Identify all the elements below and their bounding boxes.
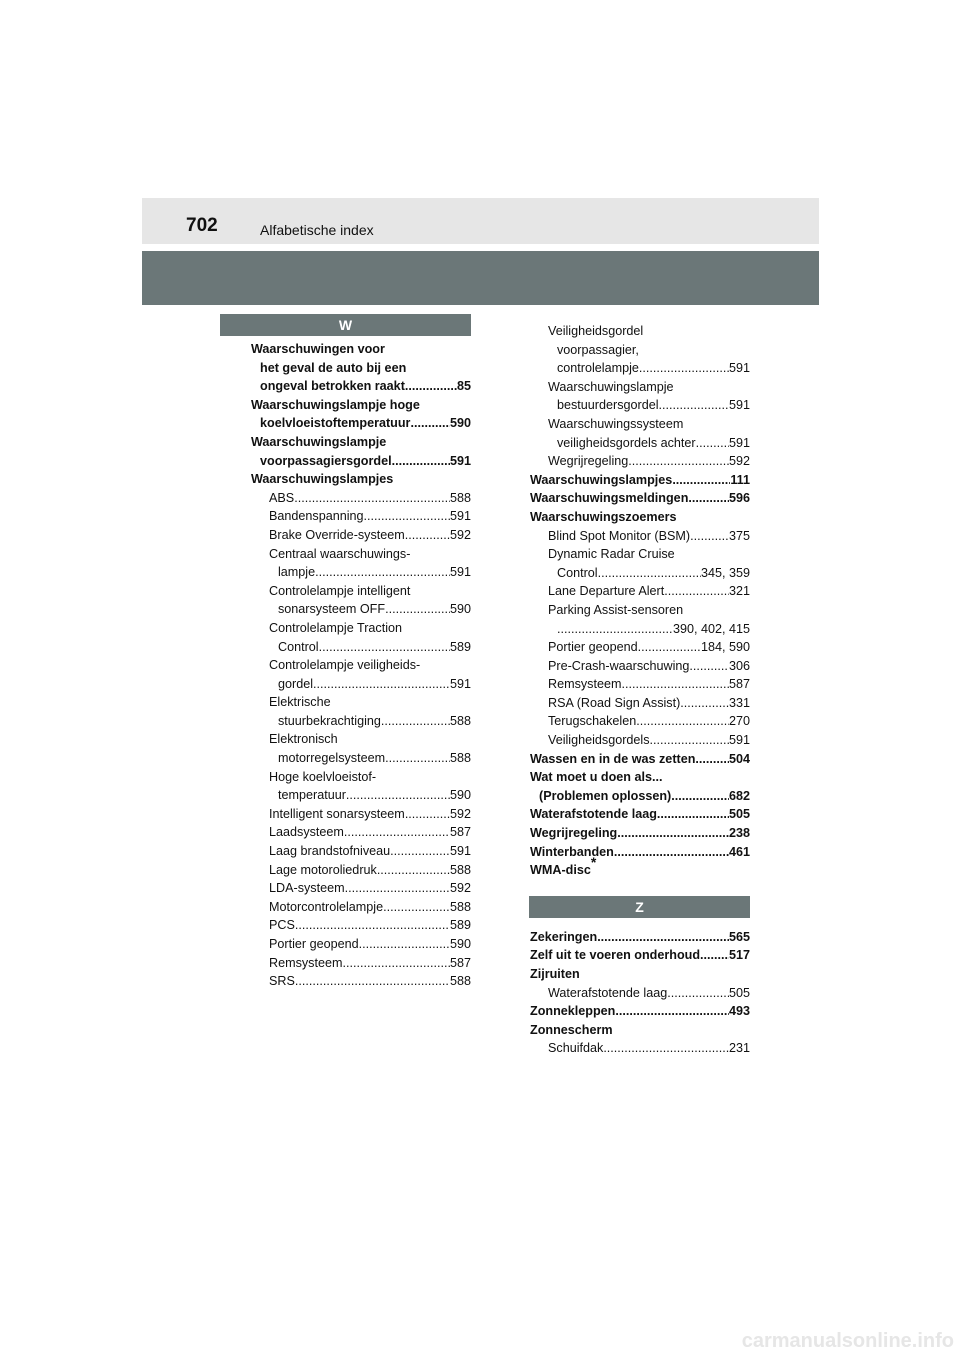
index-entry [251,693,471,730]
index-entry-term: Laag brandstofniveau [269,844,391,859]
index-entry-line [269,507,471,526]
page-reference: 504 [728,751,750,766]
index-entry-line [548,527,750,546]
page-reference: 591 [728,398,750,413]
index-entry-term: veiligheidsgordels achter [557,435,696,450]
index-entry-line [251,452,471,471]
index-entry-line [269,712,471,731]
header-dark-band [142,251,819,305]
dot-leader [671,787,729,806]
index-entry-term: Lage motoroliedruk [269,862,377,877]
index-entry-line: Waarschuwingszoemers [530,509,677,524]
index-entry [530,452,750,471]
index-entry [251,507,471,526]
index-entry-line [548,582,750,601]
page-reference: 588 [449,490,471,505]
index-entry-term: (Problemen oplossen) [539,788,672,803]
page-reference: 591 [449,509,471,524]
index-entry [251,730,471,767]
page-reference: 238 [728,826,750,841]
index-entry [530,582,750,601]
index-entry-line: Zonnescherm [530,1022,613,1037]
index-entry-line [269,675,471,694]
index-entry-term: Waarschuwingsmeldingen [530,491,689,506]
index-entry-line: Elektronisch [269,732,338,747]
index-entry-line [530,787,750,806]
index-entry-term: LDA-systeem [269,881,345,896]
dot-leader [346,786,450,805]
dot-leader [680,694,729,713]
index-entry-line: Parking Assist-sensoren [548,602,684,617]
index-entry-term: PCS [269,918,295,933]
index-entry-line: Zijruiten [530,967,580,981]
index-entry [530,1021,750,1040]
index-entry-line [530,824,750,843]
index-entry [530,471,750,490]
dot-leader [294,489,450,508]
index-entry [530,415,750,452]
index-entry [251,489,471,508]
dot-leader [621,675,729,694]
dot-leader [638,638,701,657]
index-entry [530,378,750,415]
index-list-w-continued [530,322,750,861]
index-entry-line [548,452,750,471]
dot-leader [603,1039,729,1058]
index-entry-line [548,396,750,415]
index-entry-term: ongeval betrokken raakt [260,379,405,394]
index-entry-term: Blind Spot Monitor (BSM) [548,528,691,543]
index-entry-term: Schuifdak [548,1041,604,1056]
index-entry [530,1039,750,1058]
page-reference: 321 [728,584,750,599]
index-entry-line: Waarschuwingslampje hoge [251,397,420,412]
dot-leader [405,526,450,545]
index-entry-term: Lane Departure Alert [548,584,665,599]
index-entry-term: Portier geopend [269,937,359,951]
index-entry-term: Zonnekleppen [530,1004,616,1019]
dot-leader [295,916,450,935]
index-entry-line: het geval de auto bij een [260,360,407,375]
dot-leader [344,823,450,842]
index-entry [251,898,471,917]
index-entry-line: Hoge koelvloeistof- [269,769,377,784]
index-entry [251,879,471,898]
page-reference: 591 [449,844,471,859]
page-reference: 590 [449,788,471,803]
index-entry [251,842,471,861]
index-list-w [251,340,471,991]
index-entry-term: SRS [269,974,295,989]
index-entry-term: Laadsysteem [269,825,344,840]
index-entry-line [269,489,471,508]
index-entry-line [548,675,750,694]
index-entry-line: Waarschuwingssysteem [548,416,684,431]
page-reference: 111 [730,472,750,487]
index-entry [530,750,750,769]
index-entry-line [548,1039,750,1058]
index-entry [530,843,750,862]
index-entry-term: ABS [269,490,295,505]
index-entry-term: RSA (Road Sign Assist) [548,695,681,710]
page-reference: 590 [449,937,471,951]
page-reference: 592 [449,527,471,542]
dot-leader [598,564,701,583]
dot-leader [410,414,450,433]
index-entry-term: Remsysteem [548,677,622,692]
index-entry-line: voorpassagier, [557,342,639,357]
index-entry [251,656,471,693]
index-entry [530,768,750,805]
page-reference: 591 [449,453,471,468]
index-entry-wma-disc [530,854,750,880]
index-entry-term: Intelligent sonarsysteem [269,806,405,821]
index-entry-line: Waarschuwingslampje [251,434,387,449]
index-entry [251,768,471,805]
dot-leader [597,928,729,947]
index-entry-term: Pre-Crash-waarschuwing [548,658,690,673]
index-entry [251,340,471,396]
page-reference: 682 [728,788,750,803]
index-entry-term: Bandenspanning [269,509,364,524]
dot-leader [617,824,729,843]
dot-leader [657,805,729,824]
index-entry [530,675,750,694]
page-reference: 590 [449,602,471,617]
index-entry [530,527,750,546]
index-entry-line [269,879,471,898]
index-entry [530,928,750,947]
index-entry [530,1002,750,1021]
dot-leader [364,507,450,526]
page-reference: 591 [728,733,750,748]
index-entry [251,619,471,656]
index-entry-term: motorregelsysteem [278,751,386,766]
page-reference: 390, 402, 415 [672,621,750,636]
page-reference: 589 [449,639,471,654]
index-entry-line [269,935,471,954]
index-entry-line [530,843,750,862]
page-reference: 375 [728,528,750,543]
dot-leader [345,879,450,898]
index-entry [530,965,750,984]
page-reference: 505 [728,807,750,822]
index-entry [530,545,750,582]
index-entry-term: Motorcontrolelampje [269,899,384,914]
page-reference: 596 [728,491,750,506]
dot-leader [295,972,450,991]
index-entry-line: Waarschuwingslampjes [251,472,394,487]
dot-leader [614,843,729,862]
dot-leader [385,600,450,619]
dot-leader [659,396,729,415]
page-reference: 588 [449,751,471,766]
index-entry [530,638,750,657]
index-entry-line [269,916,471,935]
dot-leader [405,805,450,824]
index-entry [530,824,750,843]
index-entry [530,731,750,750]
watermark-text: carmanualsonline.info [741,1330,954,1352]
index-entry-line [269,563,471,582]
index-entry [251,954,471,973]
page-reference: 565 [728,929,750,944]
index-entry-term: temperatuur [278,788,346,803]
page-reference: 590 [449,416,471,431]
index-entry-term: Terugschakelen [548,714,637,729]
index-entry [530,805,750,824]
index-entry-term: Brake Override-systeem [269,527,405,542]
page-reference: 588 [449,974,471,989]
dot-leader [342,954,450,973]
page-reference: 493 [728,1004,750,1019]
header-band [142,198,819,244]
dot-leader [390,842,450,861]
index-entry-term: Waterafstotende laag [548,985,668,1000]
index-entry [251,470,471,489]
index-entry-line [530,1002,750,1021]
index-entry-line [530,928,750,947]
page-number: 702 [186,215,218,236]
footnote-star: * [590,854,597,871]
page-reference: 587 [449,955,471,970]
page-reference: 505 [728,985,750,1000]
index-list-z [530,928,750,1058]
index-entry-line [548,638,750,657]
page-reference: 589 [449,918,471,933]
index-entry [530,322,750,378]
section-title: Alfabetische index [260,222,374,238]
index-entry-line: Wat moet u doen als... [530,770,663,785]
letter-heading-w: W [220,314,471,336]
dot-leader [688,489,729,508]
dot-leader [313,675,450,694]
dot-leader [377,861,450,880]
index-entry-term: Control [278,639,319,654]
dot-leader [700,946,729,965]
page-reference: 587 [728,677,750,692]
dot-leader [628,452,729,471]
index-entry-line [548,620,750,639]
index-entry [530,657,750,676]
index-entry-term: Wegrijregeling [530,826,618,841]
page-reference: 331 [728,695,750,710]
dot-leader [385,749,450,768]
page-reference: 591 [449,565,471,580]
page-reference: 345, 359 [700,565,750,580]
page-reference: 591 [728,361,750,376]
index-entry [530,694,750,713]
index-entry-term: Control [557,565,598,580]
dot-leader [636,712,729,731]
index-entry-line: Dynamic Radar Cruise [548,547,675,562]
index-entry-line [530,805,750,824]
index-entry-term: koelvloeistoftemperatuur [260,416,411,431]
index-entry-line: Controlelampje intelligent [269,583,411,598]
index-entry-line [269,898,471,917]
page-reference: 592 [449,806,471,821]
dot-leader [392,452,450,471]
index-entry-line [269,861,471,880]
index-entry-term: sonarsysteem OFF [278,602,386,617]
page-reference: 587 [449,825,471,840]
page-reference: 306 [728,658,750,673]
index-entry [530,984,750,1003]
index-entry [251,396,471,433]
index-entry-term: Veiligheidsgordels [548,733,650,748]
index-entry [251,526,471,545]
index-entry-line [269,972,471,991]
dot-leader [639,359,729,378]
index-entry-line [548,712,750,731]
dot-leader [383,898,450,917]
page-reference: 231 [728,1041,750,1056]
page-reference: 270 [728,714,750,729]
page-reference: 591 [449,676,471,691]
index-entry [251,861,471,880]
dot-leader [667,984,729,1003]
dot-leader [689,657,729,676]
index-column-right [530,322,750,1058]
index-entry-term: Waterafstotende laag [530,807,657,822]
dot-leader [319,638,450,657]
index-entry [251,916,471,935]
dot-leader [615,1002,729,1021]
page-reference: 588 [449,899,471,914]
index-entry-line [548,731,750,750]
dot-leader [690,527,729,546]
index-entry-term: Wassen en in de was zetten [530,751,696,766]
index-entry-term: Portier geopend [548,640,638,655]
index-entry-line [530,471,750,490]
index-entry-term: Zekeringen [530,929,598,944]
index-entry-line [269,749,471,768]
dot-leader [696,434,729,453]
dot-leader [672,471,730,490]
index-entry-line [269,526,471,545]
page-reference: 592 [728,454,750,469]
page-reference: 517 [728,948,750,963]
index-entry-term: controlelampje [557,361,639,376]
index-entry-term: voorpassagiersgordel [260,453,392,468]
index-entry-term: Zelf uit te voeren onderhoud [530,948,701,963]
index-entry-line [251,414,471,433]
watermark [0,1330,960,1352]
index-entry-line: Controlelampje veiligheids- [269,658,421,673]
index-entry-line [548,657,750,676]
index-entry [530,508,750,527]
dot-leader [405,377,457,396]
index-entry [530,601,750,638]
page-reference: 588 [449,862,471,877]
index-entry-line [269,638,471,657]
index-entry-term: gordel [278,676,314,691]
dot-leader [557,620,673,639]
index-entry-line: Waarschuwingen voor [251,342,385,356]
index-entry-line [548,694,750,713]
index-entry-term: Wegrijregeling [548,454,629,469]
index-entry-line [269,954,471,973]
index-entry-line [269,842,471,861]
index-entry-line [548,359,750,378]
index-entry-line [548,434,750,453]
index-entry-line: Waarschuwingslampje [548,379,674,394]
dot-leader [695,750,729,769]
page-reference: 184, 590 [700,640,750,655]
page-reference: 461 [728,844,750,859]
dot-leader [359,935,450,954]
index-entry-line [269,786,471,805]
dot-leader [381,712,450,731]
index-entry-term: Winterbanden [530,844,614,859]
page-reference: 85 [456,379,471,394]
index-entry-term: Remsysteem [269,955,343,970]
index-entry [251,545,471,582]
index-entry-line [251,377,471,396]
index-entry-line [269,600,471,619]
dot-leader [315,563,450,582]
index-entry [251,582,471,619]
index-entry [530,489,750,508]
dot-leader [664,582,729,601]
index-entry-line: Veiligheidsgordel [548,324,644,338]
letter-heading-z: Z [529,896,750,918]
index-entry [251,805,471,824]
index-entry [251,433,471,470]
dot-leader [650,731,729,750]
index-entry-line [530,489,750,508]
index-entry-term: lampje [278,565,316,580]
index-entry [251,823,471,842]
index-entry [251,972,471,991]
index-entry-line [530,946,750,965]
index-entry-line [269,823,471,842]
page-reference: 592 [449,881,471,896]
index-column-left [251,322,471,991]
index-entry-line [530,750,750,769]
index-entry [251,935,471,954]
index-entry-line [548,984,750,1003]
page-reference: 588 [449,713,471,728]
page-reference: 591 [728,435,750,450]
index-entry [530,712,750,731]
index-entry-term: Waarschuwingslampjes [530,472,673,487]
index-entry-term: bestuurdersgordel [557,398,659,413]
index-entry-line [548,564,750,583]
index-entry-term: WMA-disc [530,863,591,878]
index-entry-term: stuurbekrachtiging [278,713,381,728]
index-entry [530,946,750,965]
index-entry-line: Centraal waarschuwings- [269,546,411,561]
index-entry-line: Controlelampje Traction [269,620,402,635]
index-entry-line: Elektrische [269,695,331,710]
index-entry-line [269,805,471,824]
